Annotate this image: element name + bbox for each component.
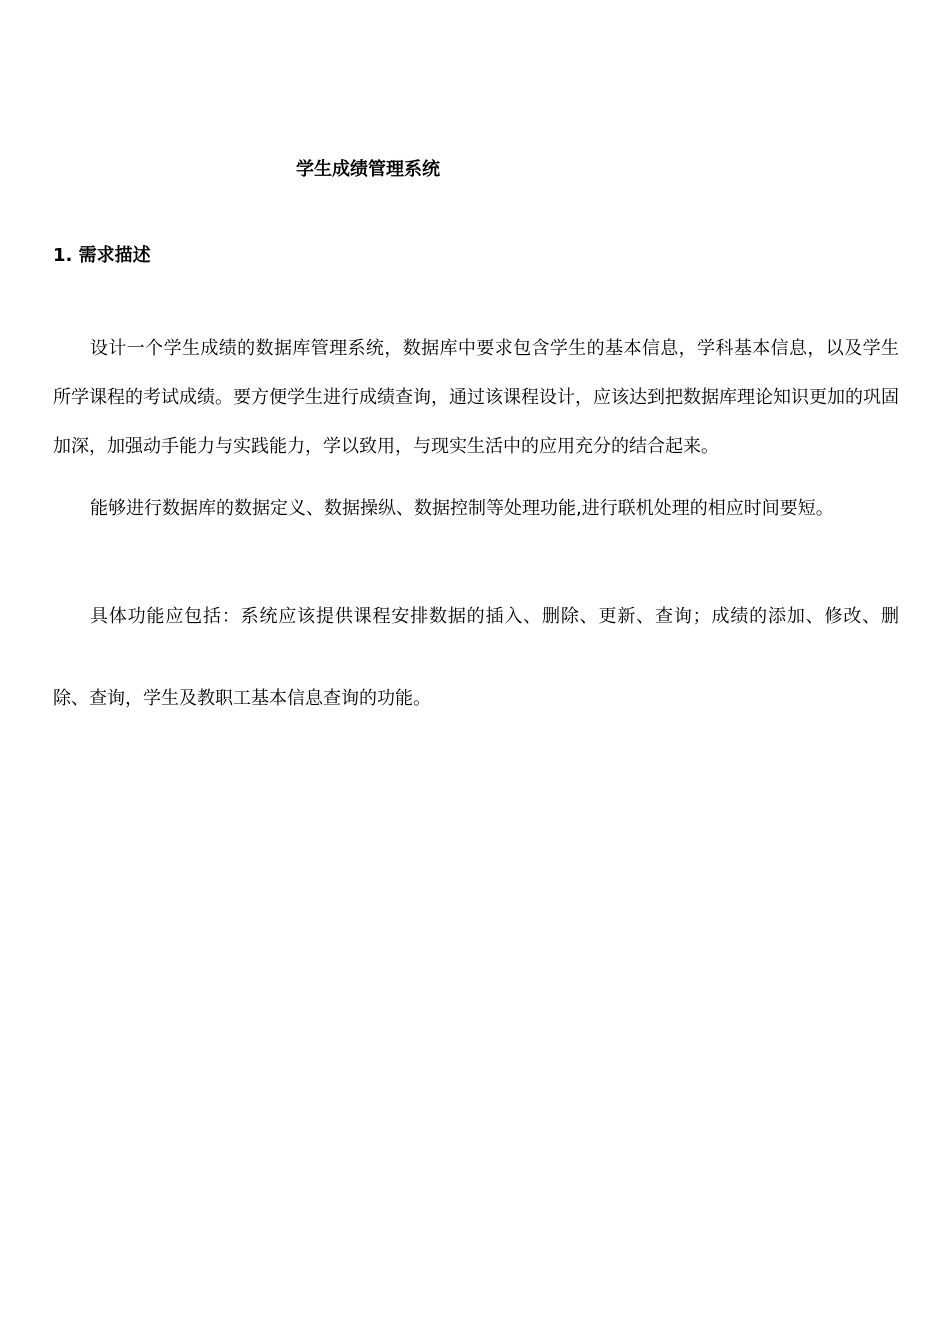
paragraph-requirements: 设计一个学生成绩的数据库管理系统，数据库中要求包含学生的基本信息，学科基本信息，以及学生所学课程的考试成绩。要方便学生进行成绩查询，通过该课程设计，应该达到把数据库理论知识更加的巩固加深，加强动手能力与实践能力，学以致用，与现实生活中的应用充分的结合起来。 xyxy=(53,338,899,457)
paragraph-processing: 能够进行数据库的数据定义、数据操纵、数据控制等处理功能,进行联机处理的相应时间要短。 xyxy=(90,498,834,519)
section-heading: 1. 需求描述 xyxy=(53,245,151,266)
document-title: 学生成绩管理系统 xyxy=(296,159,440,180)
paragraph-functions: 具体功能应包括：系统应该提供课程安排数据的插入、删除、更新、查询；成绩的添加、修改、删除、查询，学生及教职工基本信息查询的功能。 xyxy=(53,606,899,709)
